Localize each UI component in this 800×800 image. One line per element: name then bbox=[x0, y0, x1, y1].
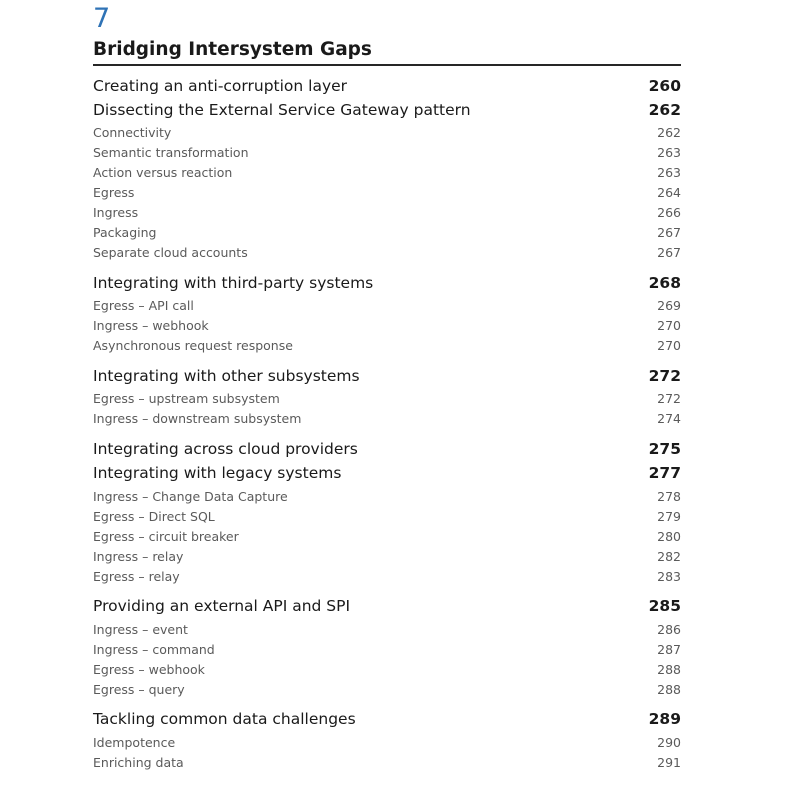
toc-entry-label: Semantic transformation bbox=[93, 145, 249, 160]
toc-entry-page-number: 274 bbox=[657, 411, 681, 426]
toc-entry-page-number: 267 bbox=[657, 245, 681, 260]
toc-entry-page-number: 287 bbox=[657, 642, 681, 657]
toc-entry-label: Integrating across cloud providers bbox=[93, 440, 358, 458]
toc-subsection-entry[interactable] bbox=[93, 164, 681, 182]
toc-subsection-entry[interactable] bbox=[93, 681, 681, 699]
toc-subsection-entry[interactable] bbox=[93, 244, 681, 262]
toc-entry-page-number: 262 bbox=[648, 101, 681, 119]
toc-entry-page-number: 280 bbox=[657, 529, 681, 544]
toc-entry-label: Tackling common data challenges bbox=[93, 710, 356, 728]
toc-entry-page-number: 282 bbox=[657, 549, 681, 564]
toc-subsection-entry[interactable] bbox=[93, 317, 681, 335]
toc-subsection-entry[interactable] bbox=[93, 390, 681, 408]
toc-entry-label: Egress – upstream subsystem bbox=[93, 391, 280, 406]
toc-entry-page-number: 263 bbox=[657, 145, 681, 160]
toc-entry-label: Separate cloud accounts bbox=[93, 245, 248, 260]
toc-subsection-entry[interactable] bbox=[93, 661, 681, 679]
toc-subsection-entry[interactable] bbox=[93, 488, 681, 506]
toc-entry-page-number: 283 bbox=[657, 569, 681, 584]
toc-section-entry[interactable] bbox=[93, 708, 681, 730]
toc-section-entry[interactable] bbox=[93, 595, 681, 617]
toc-entry-label: Integrating with legacy systems bbox=[93, 464, 342, 482]
toc-entry-page-number: 266 bbox=[657, 205, 681, 220]
toc-entry-label: Providing an external API and SPI bbox=[93, 597, 351, 615]
toc-entry-page-number: 288 bbox=[657, 682, 681, 697]
toc-entry-page-number: 286 bbox=[657, 622, 681, 637]
toc-subsection-entry[interactable] bbox=[93, 508, 681, 526]
toc-section-entry[interactable] bbox=[93, 75, 681, 97]
toc-entry-page-number: 288 bbox=[657, 662, 681, 677]
toc-entry-page-number: 290 bbox=[657, 735, 681, 750]
title-divider bbox=[93, 64, 681, 66]
toc-subsection-entry[interactable] bbox=[93, 184, 681, 202]
toc-subsection-entry[interactable] bbox=[93, 548, 681, 566]
toc-subsection-entry[interactable] bbox=[93, 124, 681, 142]
toc-entry-page-number: 267 bbox=[657, 225, 681, 240]
toc-entry-page-number: 291 bbox=[657, 755, 681, 770]
toc-subsection-entry[interactable] bbox=[93, 337, 681, 355]
toc-entry-label: Egress – relay bbox=[93, 569, 180, 584]
toc-entry-label: Egress bbox=[93, 185, 135, 200]
toc-section-entry[interactable] bbox=[93, 365, 681, 387]
toc-entry-label: Ingress bbox=[93, 205, 139, 220]
toc-entry-label: Action versus reaction bbox=[93, 165, 233, 180]
toc-entry-label: Connectivity bbox=[93, 125, 172, 140]
toc-entry-page-number: 279 bbox=[657, 509, 681, 524]
toc-entry-page-number: 277 bbox=[648, 464, 681, 482]
toc-entry-label: Idempotence bbox=[93, 735, 176, 750]
toc-entry-label: Packaging bbox=[93, 225, 157, 240]
toc-entry-page-number: 264 bbox=[657, 185, 681, 200]
toc-entry-page-number: 289 bbox=[648, 710, 681, 728]
toc-entry-label: Creating an anti-corruption layer bbox=[93, 77, 348, 95]
toc-entry-page-number: 270 bbox=[657, 338, 681, 353]
toc-section-entry[interactable] bbox=[93, 99, 681, 121]
toc-entry-label: Enriching data bbox=[93, 755, 184, 770]
toc-entry-page-number: 268 bbox=[648, 274, 681, 292]
toc-subsection-entry[interactable] bbox=[93, 568, 681, 586]
toc-section-entry[interactable] bbox=[93, 272, 681, 294]
toc-entry-label: Integrating with other subsystems bbox=[93, 367, 360, 385]
toc-subsection-entry[interactable] bbox=[93, 754, 681, 772]
toc-subsection-entry[interactable] bbox=[93, 641, 681, 659]
toc-entry-page-number: 285 bbox=[648, 597, 681, 615]
toc-entry-label: Egress – Direct SQL bbox=[93, 509, 215, 524]
chapter-number: 7 bbox=[93, 3, 111, 34]
toc-subsection-entry[interactable] bbox=[93, 144, 681, 162]
toc-entry-page-number: 272 bbox=[657, 391, 681, 406]
toc-entry-page-number: 278 bbox=[657, 489, 681, 504]
toc-entry-page-number: 275 bbox=[648, 440, 681, 458]
toc-entry-label: Dissecting the External Service Gateway pattern bbox=[93, 101, 471, 119]
toc-entry-label: Ingress – command bbox=[93, 642, 215, 657]
toc-section-entry[interactable] bbox=[93, 462, 681, 484]
toc-entry-label: Egress – query bbox=[93, 682, 185, 697]
toc-entry-page-number: 272 bbox=[648, 367, 681, 385]
toc-entry-label: Ingress – downstream subsystem bbox=[93, 411, 302, 426]
toc-entry-label: Asynchronous request response bbox=[93, 338, 293, 353]
toc-entry-label: Ingress – Change Data Capture bbox=[93, 489, 288, 504]
toc-subsection-entry[interactable] bbox=[93, 297, 681, 315]
toc-entry-label: Ingress – relay bbox=[93, 549, 184, 564]
toc-entry-label: Egress – API call bbox=[93, 298, 194, 313]
toc-subsection-entry[interactable] bbox=[93, 224, 681, 242]
toc-entry-label: Ingress – event bbox=[93, 622, 188, 637]
toc-subsection-entry[interactable] bbox=[93, 734, 681, 752]
toc-entry-label: Egress – circuit breaker bbox=[93, 529, 239, 544]
toc-entry-page-number: 262 bbox=[657, 125, 681, 140]
toc-subsection-entry[interactable] bbox=[93, 204, 681, 222]
toc-subsection-entry[interactable] bbox=[93, 528, 681, 546]
toc-entry-label: Egress – webhook bbox=[93, 662, 205, 677]
toc-entry-label: Integrating with third-party systems bbox=[93, 274, 374, 292]
toc-subsection-entry[interactable] bbox=[93, 410, 681, 428]
toc-entry-label: Ingress – webhook bbox=[93, 318, 209, 333]
toc-entry-page-number: 269 bbox=[657, 298, 681, 313]
toc-entry-page-number: 270 bbox=[657, 318, 681, 333]
toc-subsection-entry[interactable] bbox=[93, 621, 681, 639]
toc-section-entry[interactable] bbox=[93, 438, 681, 460]
toc-entry-page-number: 260 bbox=[648, 77, 681, 95]
chapter-title: Bridging Intersystem Gaps bbox=[93, 39, 372, 60]
toc-entry-page-number: 263 bbox=[657, 165, 681, 180]
